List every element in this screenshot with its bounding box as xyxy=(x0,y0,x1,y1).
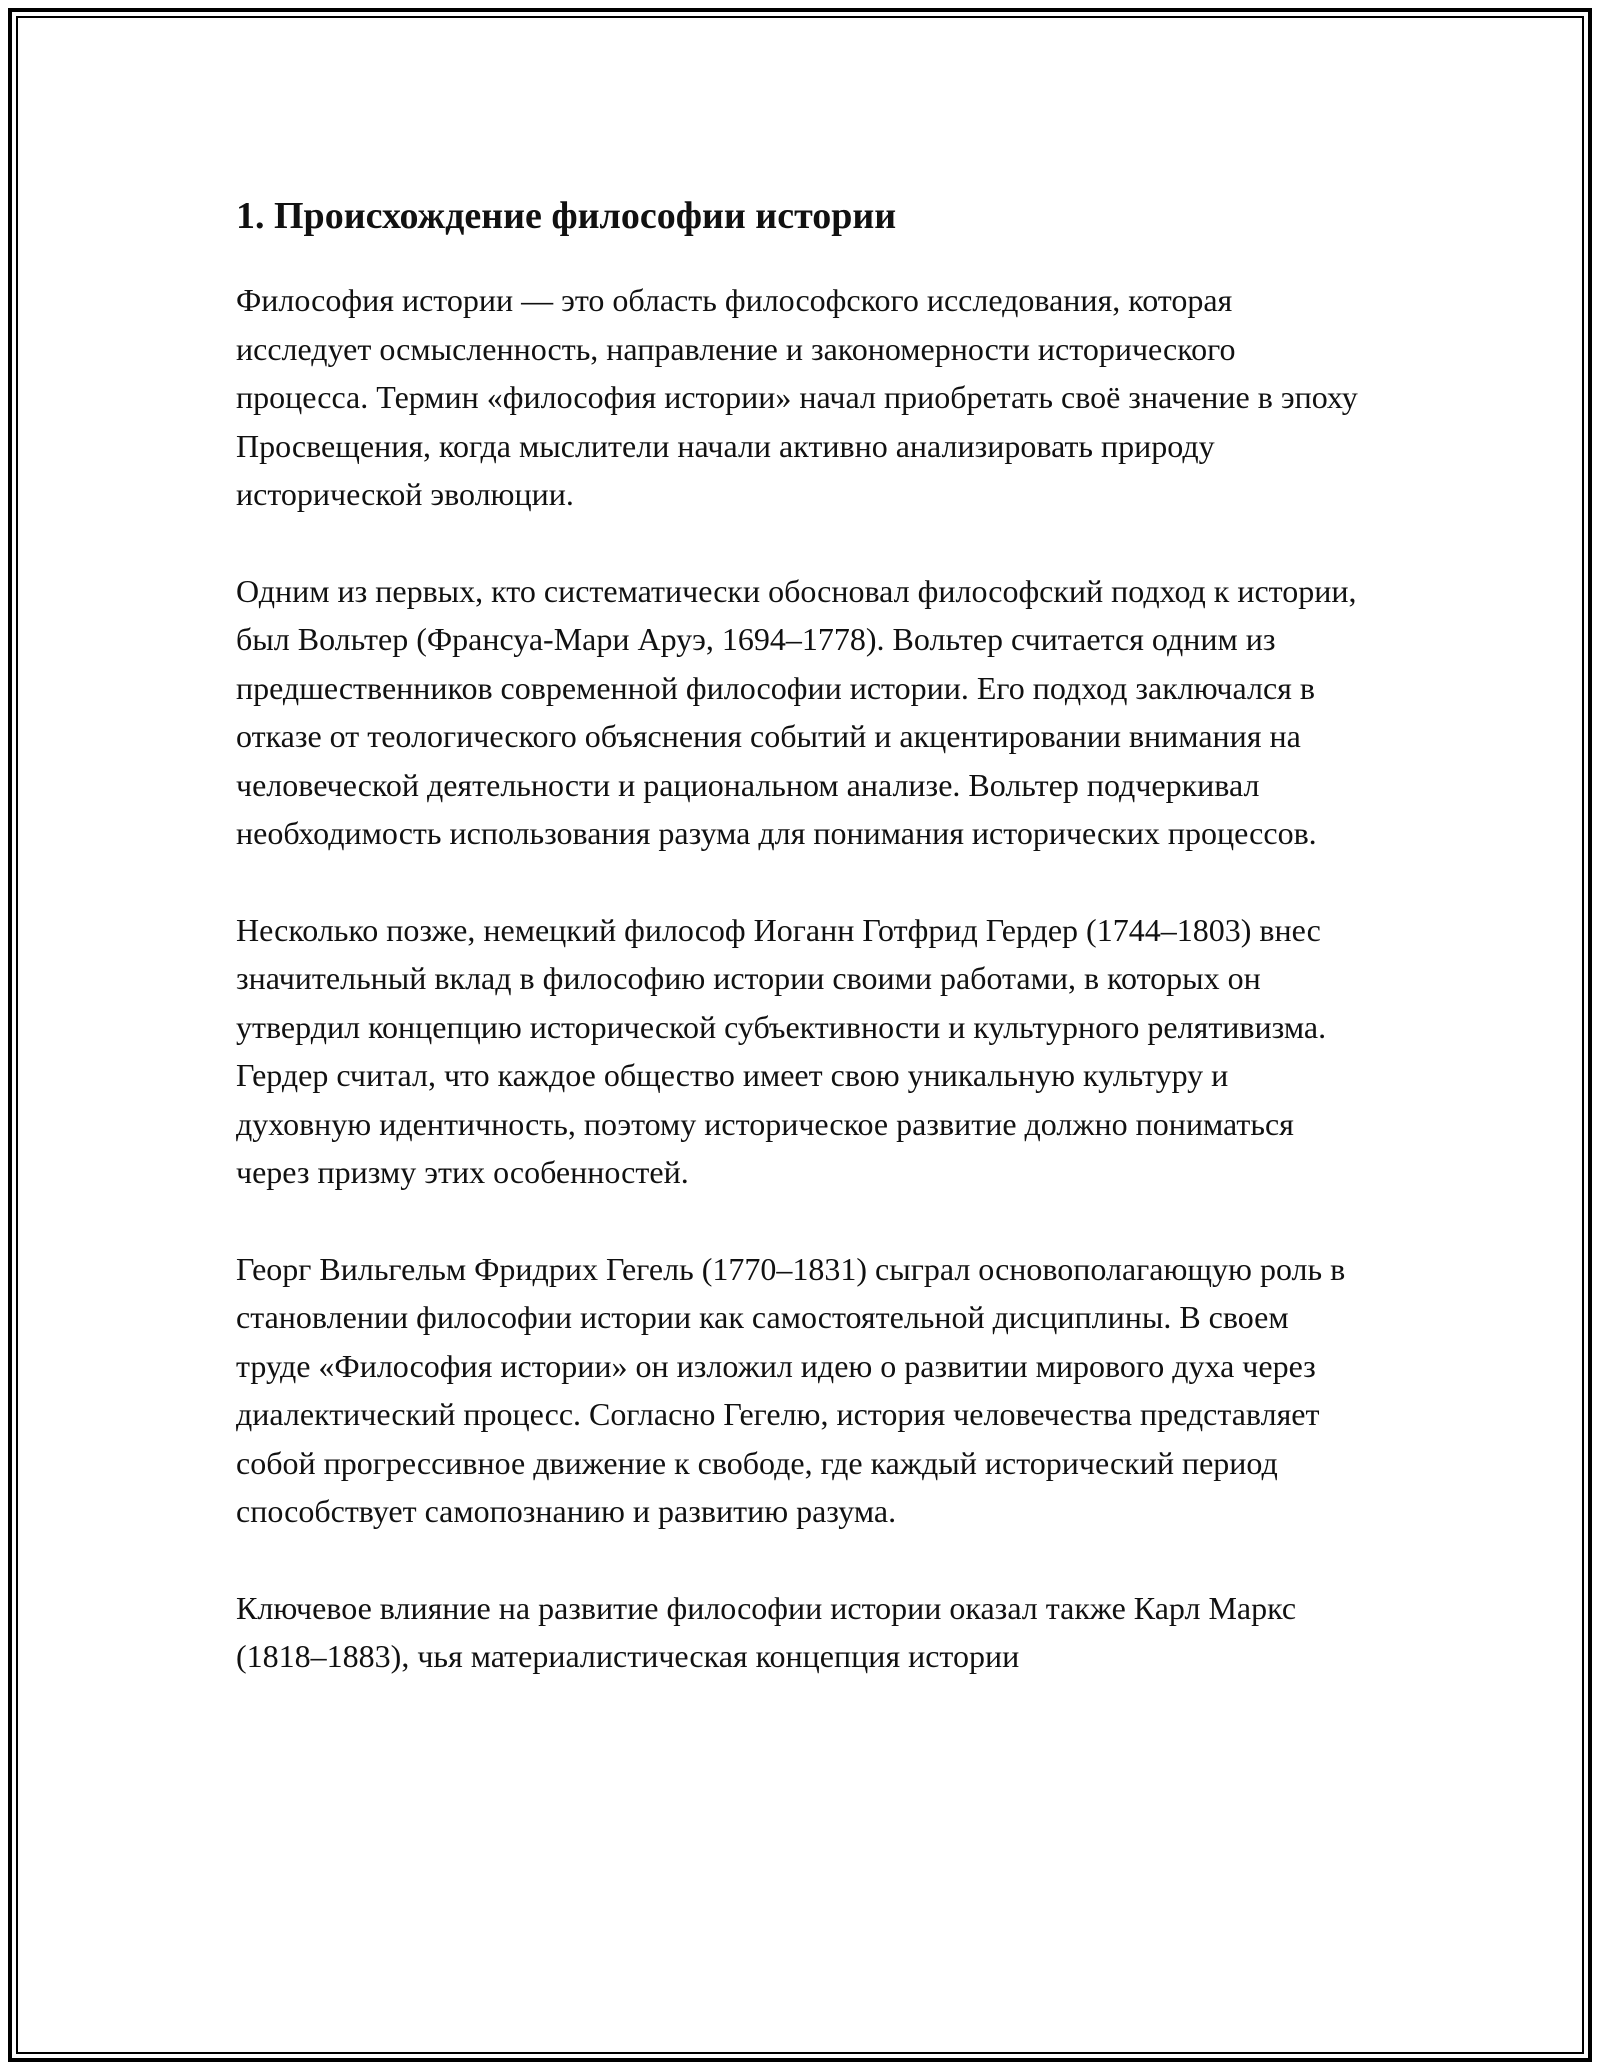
paragraph-definition: Философия истории — это область философского исследования, которая исследует осмысленность, направление и закономерности исторического процесса. Термин «философия истории» начал приобретать своё значение в эпоху Просвещения, когда мыслители начали активно анализировать природу исторической эволюции. xyxy=(236,282,1358,512)
section-heading: 1. Происхождение философии истории xyxy=(236,195,897,237)
paragraph-voltaire: Одним из первых, кто систематически обосновал философский подход к истории, был Вольтер (Франсуа-Мари Аруэ, 1694–1778). Вольтер считается одним из предшественников современной философии истории. Его подход заключался в отказе от теологического объяснения событий и акцентировании внимания на человеческой деятельности и рациональном анализе. Вольтер подчеркивал необходимость использования разума для понимания исторических процессов. xyxy=(236,572,1357,851)
paragraph-hegel: Георг Вильгельм Фридрих Гегель (1770–1831) сыграл основополагающую роль в становлении философии истории как самостоятельной дисциплины. В своем труде «Философия истории» он изложил идею о развитии мирового духа через диалектический процесс. Согласно Гегелю, история человечества представляет собой прогрессивное движение к свободе, где каждый исторический период способствует самопознанию и развитию разума. xyxy=(236,1250,1346,1529)
document-page xyxy=(236,186,1366,1729)
paragraph-herder: Несколько позже, немецкий философ Иоганн Готфрид Гердер (1744–1803) внес значительный вклад в философию истории своими работами, в которых он утвердил концепцию исторической субъективности и культурного релятивизма. Гердер считал, что каждое общество имеет свою уникальную культуру и духовную идентичность, поэтому историческое развитие должно пониматься через призму этих особенностей. xyxy=(236,911,1327,1190)
paragraph-marx: Ключевое влияние на развитие философии истории оказал также Карл Маркс (1818–1883), чья материалистическая концепция истории xyxy=(236,1589,1297,1674)
